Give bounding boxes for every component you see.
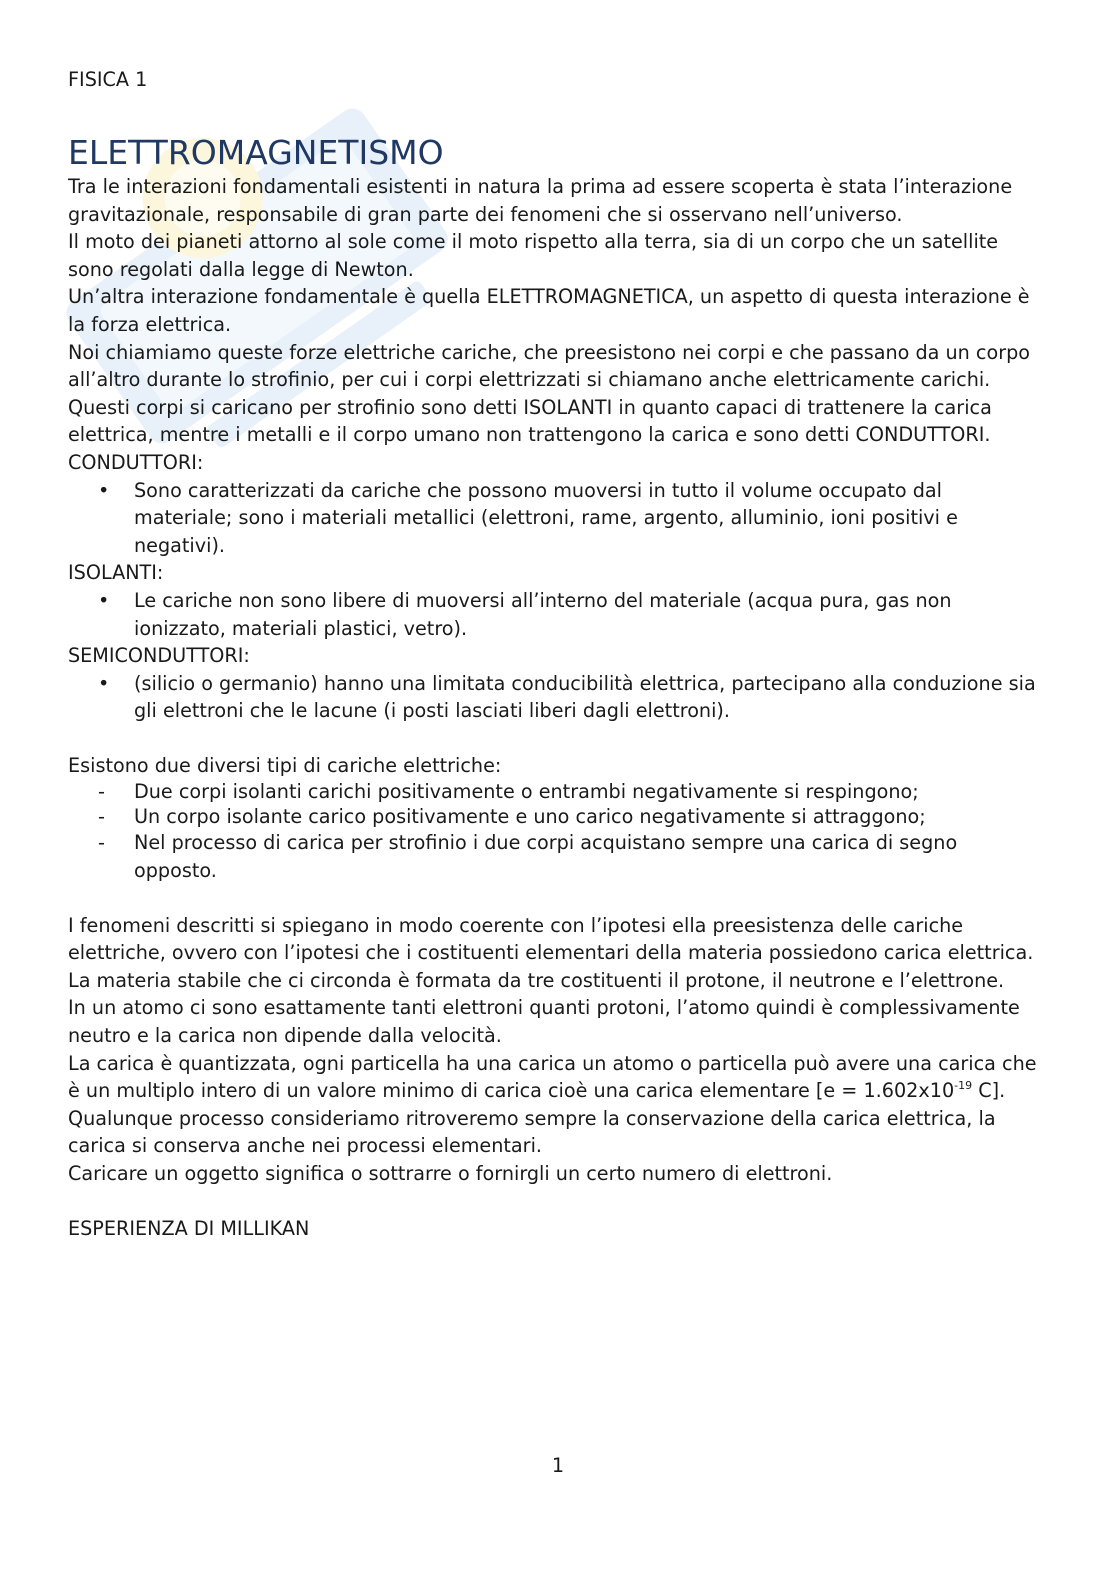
charge-unit: C]. — [972, 1079, 1006, 1103]
spacer — [68, 885, 1043, 912]
spacer — [68, 725, 1043, 752]
list-item-text: (silicio o germanio) hanno una limitata conducibilità elettrica, partecipano alla conduzione sia gli elettroni che le lacune (i posti lasciati liberi dagli elettroni). — [134, 671, 1036, 723]
list-item — [68, 477, 1043, 560]
closing-paragraph: Caricare un oggetto significa o sottrarre o fornirgli un certo numero di elettroni. — [68, 1162, 833, 1185]
intro-paragraph: Questi corpi si caricano per strofinio sono detti ISOLANTI in quanto capaci di trattenere la carica elettrica, mentre i metalli e il corpo umano non trattengono la carica e sono detti CONDUTTORI. — [68, 395, 992, 447]
closing-paragraph — [68, 1050, 1043, 1105]
document-header: FISICA 1 — [68, 68, 148, 91]
conduttori-list — [68, 477, 1043, 560]
charge-exponent: -19 — [954, 1079, 973, 1093]
list-item-text: Un corpo isolante carico positivamente e uno carico negativamente si attraggono; — [134, 805, 926, 829]
list-item-text: Due corpi isolanti carichi positivamente o entrambi negativamente si respingono; — [134, 780, 919, 804]
dash-icon: - — [98, 831, 105, 855]
document-content — [68, 66, 1043, 1242]
list-item-text: Nel processo di carica per strofinio i due corpi acquistano sempre una carica di segno opposto. — [134, 831, 958, 883]
semiconduttori-label: SEMICONDUTTORI: — [68, 644, 250, 668]
list-item — [68, 804, 1043, 829]
bullet-icon: • — [98, 478, 110, 502]
intro-paragraph: Un’altra interazione fondamentale è quella ELETTROMAGNETICA, un aspetto di questa interazione è la forza elettrica. — [68, 285, 1030, 336]
next-section-heading: ESPERIENZA DI MILLIKAN — [68, 1216, 310, 1240]
bullet-icon: • — [98, 671, 110, 695]
conduttori-label: CONDUTTORI: — [68, 450, 204, 474]
dash-icon: - — [98, 780, 105, 804]
list-item — [68, 829, 1043, 884]
closing-paragraph: Qualunque processo consideriamo ritroveremo sempre la conservazione della carica elettrica, la carica si conserva anche nei processi elementari. — [68, 1106, 996, 1158]
charges-list — [68, 779, 1043, 884]
list-item — [68, 670, 1043, 725]
intro-paragraph: Tra le interazioni fondamentali esistenti in natura la prima ad essere scoperta è stata l’interazione gravitazionale, responsabile di gran parte dei fenomeni che si osservano nell’universo. — [68, 175, 1013, 226]
semiconduttori-list — [68, 670, 1043, 725]
page-title: ELETTROMAGNETISMO — [68, 133, 444, 172]
charges-intro: Esistono due diversi tipi di cariche elettriche: — [68, 753, 502, 777]
list-item-text: Le cariche non sono libere di muoversi all’interno del materiale (acqua pura, gas non ionizzato, materiali plastici, vetro). — [134, 588, 952, 640]
closing-paragraph: La materia stabile che ci circonda è formata da tre costituenti il protone, il neutrone e l’elettrone. — [68, 968, 1005, 992]
dash-icon: - — [98, 805, 105, 829]
closing-paragraph: I fenomeni descritti si spiegano in modo coerente con l’ipotesi ella preesistenza delle cariche elettriche, ovvero con l’ipotesi che i costituenti elementari della materia possiedono carica elettrica. — [68, 913, 1034, 965]
bullet-icon: • — [98, 588, 110, 612]
list-item — [68, 587, 1043, 642]
page-number: 1 — [551, 1454, 565, 1477]
spacer — [68, 1188, 1043, 1215]
isolanti-label: ISOLANTI: — [68, 561, 164, 585]
closing-paragraph: In un atomo ci sono esattamente tanti elettroni quanti protoni, l’atomo quindi è complessivamente neutro e la carica non dipende dalla velocità. — [68, 996, 1020, 1048]
intro-paragraph: Il moto dei pianeti attorno al sole come il moto rispetto alla terra, sia di un corpo che un satellite sono regolati dalla legge di Newton. — [68, 230, 999, 281]
intro-paragraph: Noi chiamiamo queste forze elettriche cariche, che preesistono nei corpi e che passano da un corpo all’altro durante lo strofinio, per cui i corpi elettrizzati si chiamano anche elettricamente carichi. — [68, 340, 1031, 392]
list-item — [68, 779, 1043, 804]
isolanti-list — [68, 587, 1043, 642]
list-item-text: Sono caratterizzati da cariche che possono muoversi in tutto il volume occupato dal materiale; sono i materiali metallici (elettroni, rame, argento, alluminio, ioni positivi e negativi). — [134, 478, 958, 557]
charge-text: La carica è quantizzata, ogni particella ha una carica un atomo o particella può avere una carica che è un multiplo intero di un valore minimo di carica cioè una carica elementare [e = 1.602x10 — [68, 1051, 1037, 1103]
